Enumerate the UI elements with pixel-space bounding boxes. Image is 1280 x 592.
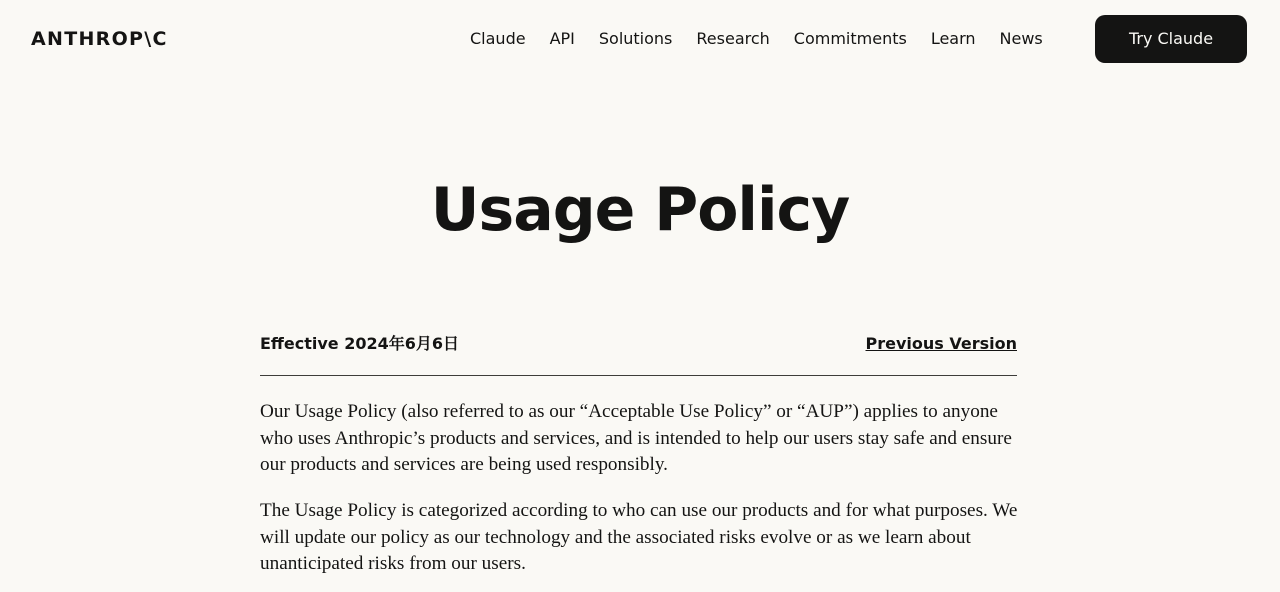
effective-date: Effective 2024年6月6日 (260, 334, 460, 353)
nav-item-learn[interactable]: Learn (930, 29, 976, 48)
main-nav (470, 28, 1043, 50)
nav-item-claude[interactable]: Claude (470, 29, 526, 48)
nav-item-research[interactable]: Research (696, 29, 770, 48)
nav-item-news[interactable]: News (999, 29, 1043, 48)
nav-item-solutions[interactable]: Solutions (598, 29, 673, 48)
site-header (0, 0, 1280, 80)
divider (260, 375, 1017, 376)
try-claude-button[interactable]: Try Claude (1095, 15, 1247, 63)
previous-version-link[interactable]: Previous Version (865, 334, 1017, 353)
nav-item-commitments[interactable]: Commitments (793, 29, 907, 48)
policy-meta-row (260, 333, 1017, 357)
intro-paragraph: Our Usage Policy (also referred to as our “Acceptable Use Policy” or “AUP”) applies to anyone who uses Anthropic’s products and services, and is intended to help our users stay safe and ensure our products and services are being used responsibly. (260, 401, 1012, 475)
nav-item-api[interactable]: API (549, 29, 575, 48)
page-title: Usage Policy (430, 175, 850, 245)
anthropic-logo[interactable]: ANTHROP\C (31, 28, 168, 50)
categorization-paragraph: The Usage Policy is categorized according to who can use our products and for what purposes. We will update our policy as our technology and the associated risks evolve or as we learn about unanticipated risks from our users. (260, 500, 1018, 574)
